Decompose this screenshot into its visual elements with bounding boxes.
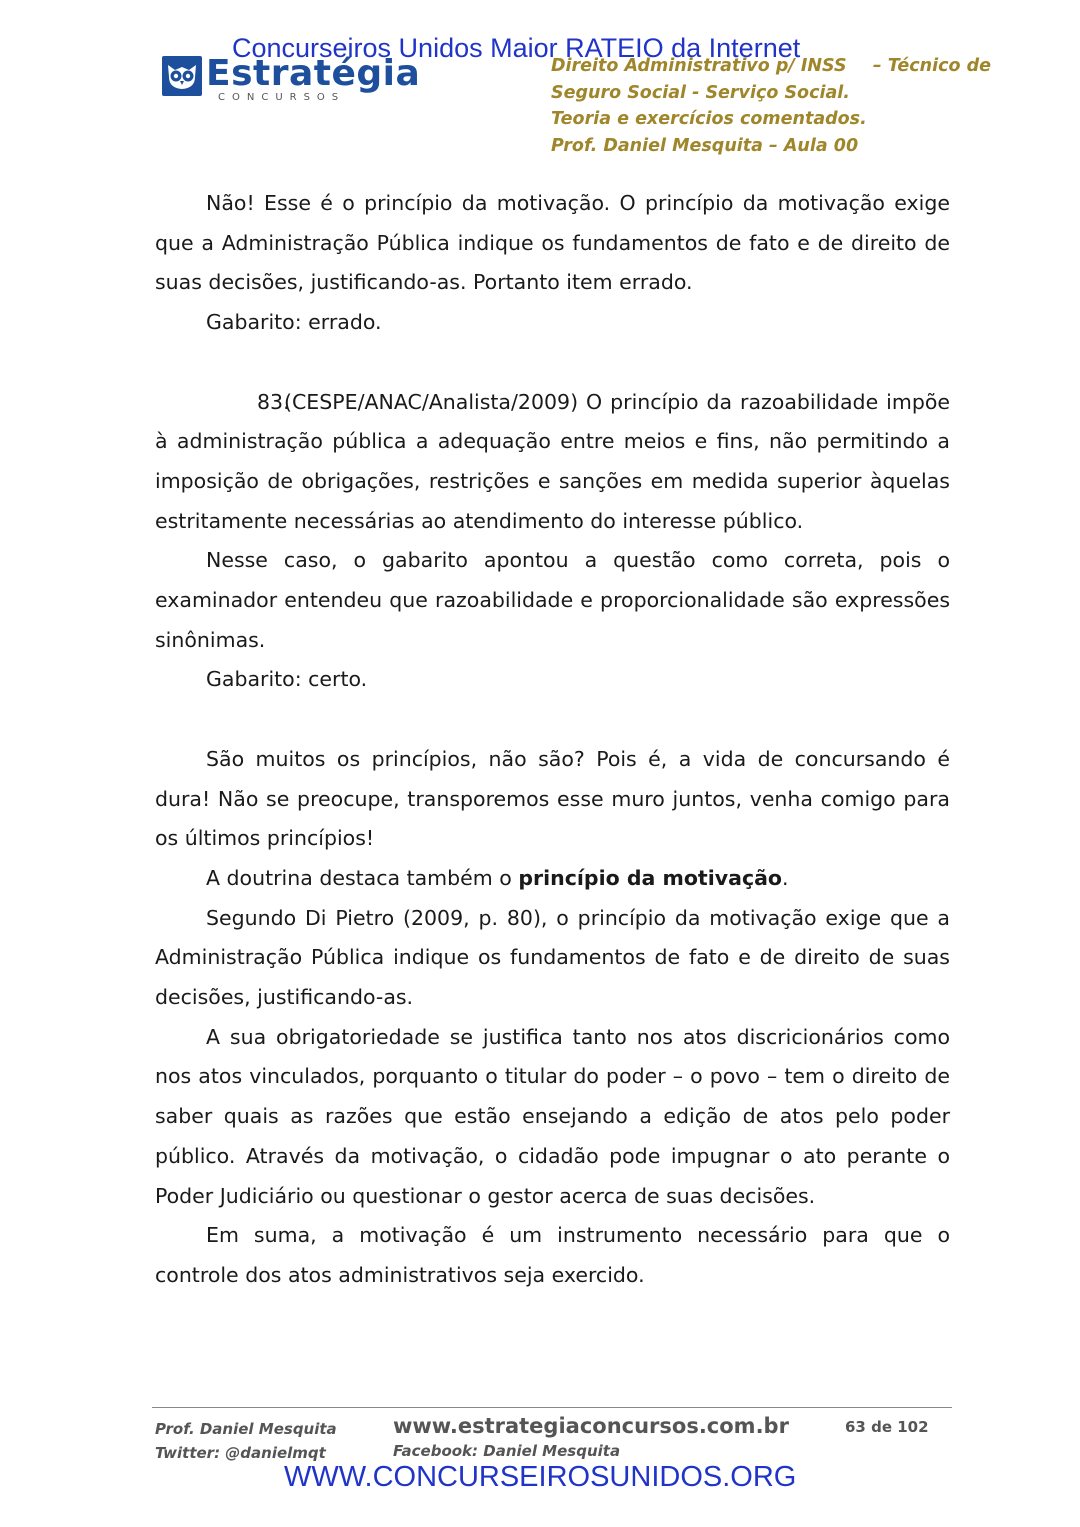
- header-course-title: Direito Administrativo p/ INSS: [551, 56, 847, 76]
- watermark-top: Concurseiros Unidos Maior RATEIO da Internet: [232, 33, 801, 63]
- paragraph: Em suma, a motivação é um instrumento necessário para que o controle dos atos administrativos seja exercido.: [155, 1223, 950, 1287]
- footer-divider: [152, 1407, 952, 1408]
- footer-twitter: Twitter: @danielmqt: [155, 1444, 326, 1462]
- emphasis: princípio da motivação: [518, 865, 783, 890]
- paragraph: Nesse caso, o gabarito apontou a questão como correta, pois o examinador entendeu que razoabilidade e proporcionalidade são expressões sinônimas.: [155, 548, 950, 652]
- document-body: [155, 184, 950, 1296]
- paragraph: Segundo Di Pietro (2009, p. 80), o princípio da motivação exige que a Administração Pública indique os fundamentos de fato e de direito de suas decisões, justificando-as.: [155, 905, 950, 1010]
- question-text: (CESPE/ANAC/Analista/2009) O princípio da razoabilidade impõe à administração pública a adequação entre meios e fins, não permitindo a imposição de obrigações, restrições e sanções em medida superior àquelas estritamente necessárias ao atendimento do interesse público.: [155, 389, 950, 533]
- paragraph: A doutrina destaca também o princípio da motivação.: [206, 865, 789, 890]
- question: [155, 383, 950, 542]
- header-lesson: Prof. Daniel Mesquita – Aula 00: [551, 135, 859, 156]
- paragraph: Não! Esse é o princípio da motivação. O princípio da motivação exige que a Administração Pública indique os fundamentos de fato e de direito de suas decisões, justificando-as. Portanto item errado.: [155, 191, 950, 295]
- paragraph: São muitos os princípios, não são? Pois é, a vida de concursando é dura! Não se preocupe, transporemos esse muro juntos, venha comigo para os últimos princípios!: [155, 746, 950, 851]
- header-course-subtitle: Seguro Social - Serviço Social.: [551, 82, 850, 103]
- footer-author: Prof. Daniel Mesquita: [155, 1420, 337, 1438]
- header-course-description: Teoria e exercícios comentados.: [551, 109, 867, 129]
- footer-site-block: [393, 1411, 789, 1461]
- header-course-role: – Técnico de: [872, 56, 991, 76]
- footer-facebook: Facebook: Daniel Mesquita: [393, 1442, 621, 1460]
- watermark-bottom-link[interactable]: WWW.CONCURSEIROSUNIDOS.ORG: [284, 1461, 797, 1493]
- logo-subtitle: CONCURSOS: [218, 92, 346, 103]
- owl-icon: [162, 56, 202, 96]
- question-number: 83.: [257, 389, 290, 414]
- paragraph: A sua obrigatoriedade se justifica tanto nos atos discricionários como nos atos vinculados, porquanto o titular do poder – o povo – tem o direito de saber quais as razões que estão ensejando a edição de atos pelo poder público. Através da motivação, o cidadão pode impugnar o ato perante o Poder Judiciário ou questionar o gestor acerca de suas decisões.: [155, 1024, 950, 1208]
- answer-key: Gabarito: certo.: [206, 667, 368, 692]
- page-header: [551, 53, 991, 159]
- answer-key: Gabarito: errado.: [206, 310, 382, 335]
- page-number: 63 de 102: [845, 1418, 929, 1436]
- footer-website-link[interactable]: www.estrategiaconcursos.com.br: [393, 1414, 789, 1438]
- footer-author-block: [155, 1417, 337, 1465]
- logo-name: Estratégia: [206, 53, 421, 94]
